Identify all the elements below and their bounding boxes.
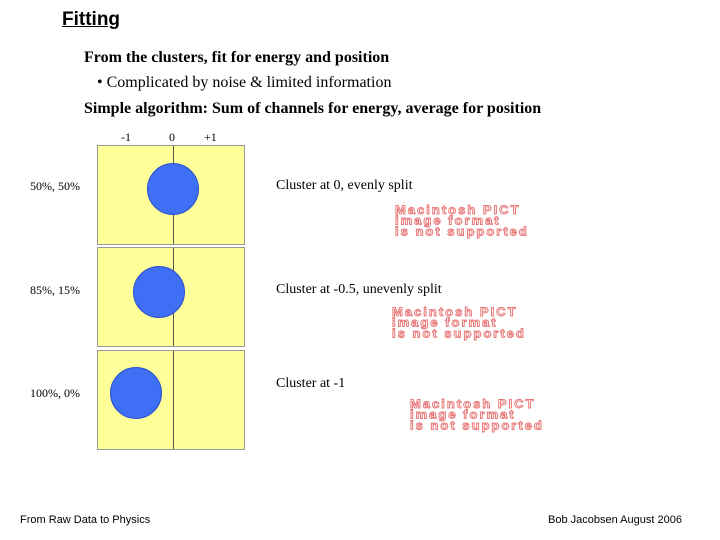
channel-panel-row2 [97,247,245,347]
pict-placeholder-row1 [395,205,529,237]
pict-line: image format [395,213,501,228]
pict-line: Macintosh PICT [395,203,521,217]
axis-label-minus1: -1 [121,130,131,144]
footer-left: From Raw Data to Physics [20,514,151,526]
axis-label-zero: 0 [169,130,175,144]
pict-line: is not supported [395,224,529,239]
pict-line: image format [392,315,498,330]
row2-description: Cluster at -0.5, unevenly split [276,282,442,297]
channel-divider [173,351,174,449]
pict-line: is not supported [392,326,526,341]
heading-line-fit: From the clusters, fit for energy and position [84,49,390,66]
pict-line: Macintosh PICT [410,397,536,411]
row3-split-label: 100%, 0% [30,386,80,400]
pict-line: is not supported [410,418,544,433]
footer-right: Bob Jacobsen August 2006 [548,514,682,526]
row1-description: Cluster at 0, evenly split [276,178,413,193]
row3-description: Cluster at -1 [276,376,346,391]
bullet-complicated: • Complicated by noise & limited information [97,74,392,91]
axis-label-plus1: +1 [204,130,217,144]
row2-split-label: 85%, 15% [30,283,80,297]
pict-line: image format [410,407,516,422]
channel-panel-row1 [97,145,245,245]
cluster-circle [133,266,185,318]
row1-split-label: 50%, 50% [30,179,80,193]
pict-line: Macintosh PICT [392,305,518,319]
heading-line-algorithm: Simple algorithm: Sum of channels for energy, average for position [84,100,542,117]
channel-panel-row3 [97,350,245,450]
pict-placeholder-row3 [410,399,544,431]
pict-placeholder-row2 [392,307,526,339]
slide-title: Fitting [62,9,121,30]
cluster-circle [110,367,162,419]
cluster-circle [147,163,199,215]
